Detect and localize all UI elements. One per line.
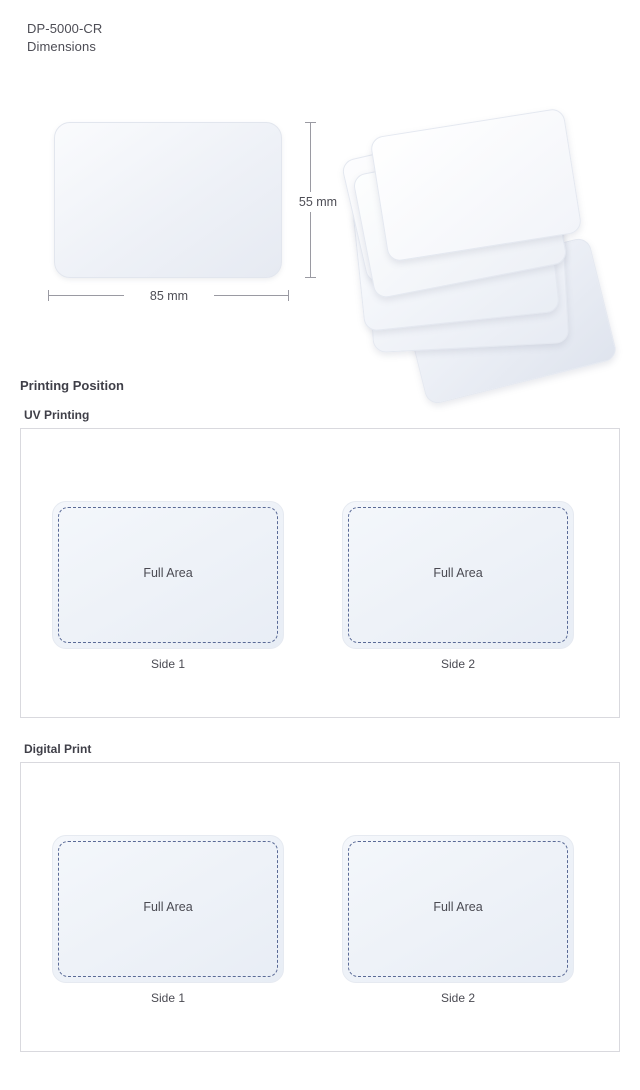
height-dimension-label: 55 mm (286, 192, 350, 212)
digital-side1-label: Side 1 (150, 991, 186, 1005)
digital-side2-label: Side 2 (440, 991, 476, 1005)
digital-side1-area-label: Full Area (143, 900, 193, 914)
uv-side1-label: Side 1 (150, 657, 186, 671)
uv-printing-panel (20, 428, 620, 718)
product-title-block (27, 20, 102, 56)
uv-printing-title: UV Printing (24, 408, 90, 422)
digital-side2-area-label: Full Area (433, 900, 483, 914)
uv-side1-card (52, 501, 284, 649)
width-dimension-label: 85 mm (124, 287, 214, 305)
digital-side2-card (342, 835, 574, 983)
uv-side1-area-label: Full Area (143, 566, 193, 580)
digital-side1-card (52, 835, 284, 983)
printing-position-title: Printing Position (20, 378, 124, 393)
card-stack-photo (336, 100, 622, 368)
uv-side2-card (342, 501, 574, 649)
digital-print-title: Digital Print (24, 742, 92, 756)
uv-side2-area-label: Full Area (433, 566, 483, 580)
digital-print-panel (20, 762, 620, 1052)
card-front-face (54, 122, 282, 278)
dimensions-illustration (0, 100, 640, 370)
product-subtitle: Dimensions (27, 39, 96, 54)
product-model: DP-5000-CR (27, 21, 103, 36)
uv-side2-label: Side 2 (440, 657, 476, 671)
